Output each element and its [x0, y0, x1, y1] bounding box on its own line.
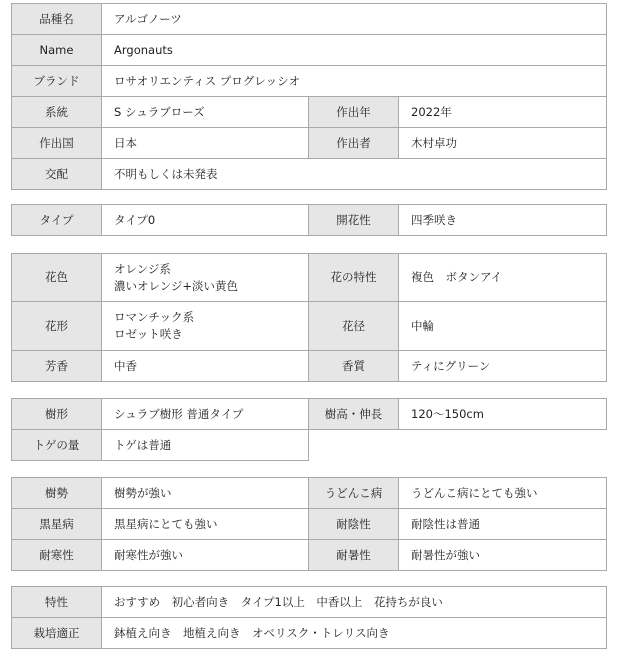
brand-label: ブランド — [12, 66, 102, 97]
cross-value: 不明もしくは未発表 — [102, 159, 607, 190]
flower-color-line-1: オレンジ系 — [114, 261, 171, 276]
scent-value: ティにグリーン — [399, 351, 607, 382]
bloom-label: 開花性 — [309, 205, 399, 236]
cross-label: 交配 — [12, 159, 102, 190]
mildew-value: うどんこ病にとても強い — [399, 478, 607, 509]
variety-name-label: 品種名 — [12, 4, 102, 35]
vigor-label: 樹勢 — [12, 478, 102, 509]
table-row — [12, 159, 607, 190]
heat-tolerance-value: 耐暑性が強い — [399, 540, 607, 571]
mildew-label: うどんこ病 — [309, 478, 399, 509]
year-label: 作出年 — [309, 97, 399, 128]
breeder-value: 木村卓功 — [399, 128, 607, 159]
tree-shape-label: 樹形 — [12, 399, 102, 430]
name-label: Name — [12, 35, 102, 66]
table-row — [12, 205, 607, 236]
table-row — [12, 35, 607, 66]
table-row — [12, 587, 607, 618]
cold-tolerance-value: 耐寒性が強い — [102, 540, 309, 571]
lineage-value: S シュラブローズ — [102, 97, 309, 128]
table-row — [12, 254, 607, 302]
flower-trait-label: 花の特性 — [309, 254, 399, 302]
flower-color-value — [102, 254, 309, 302]
blackspot-value: 黒星病にとても強い — [102, 509, 309, 540]
shade-tolerance-value: 耐陰性は普通 — [399, 509, 607, 540]
scent-label: 香質 — [309, 351, 399, 382]
flower-trait-value: 複色 ボタンアイ — [399, 254, 607, 302]
features-table — [11, 586, 607, 649]
table-row — [12, 430, 607, 461]
flower-form-line-2: ロゼット咲き — [114, 327, 183, 341]
heat-tolerance-label: 耐暑性 — [309, 540, 399, 571]
type-value: タイプ0 — [102, 205, 309, 236]
features-label: 特性 — [12, 587, 102, 618]
table-row — [12, 128, 607, 159]
table-row — [12, 399, 607, 430]
flower-size-value: 中輪 — [399, 302, 607, 351]
flower-form-value — [102, 302, 309, 351]
variety-name-value: アルゴノーツ — [102, 4, 607, 35]
tree-height-value: 120〜150cm — [399, 399, 607, 430]
brand-value: ロサオリエンティス プログレッシオ — [102, 66, 607, 97]
table-row — [12, 618, 607, 649]
fragrance-value: 中香 — [102, 351, 309, 382]
cultivation-value: 鉢植え向き 地植え向き オベリスク・トレリス向き — [102, 618, 607, 649]
name-value: Argonauts — [102, 35, 607, 66]
type-label: タイプ — [12, 205, 102, 236]
flower-color-line-2: 濃いオレンジ+淡い黄色 — [114, 278, 239, 293]
flower-form-line-1: ロマンチック系 — [114, 310, 195, 324]
flower-form-label: 花形 — [12, 302, 102, 351]
year-value: 2022年 — [399, 97, 607, 128]
blackspot-label: 黒星病 — [12, 509, 102, 540]
fragrance-label: 芳香 — [12, 351, 102, 382]
table-row — [12, 4, 607, 35]
vigor-value: 樹勢が強い — [102, 478, 309, 509]
country-label: 作出国 — [12, 128, 102, 159]
thorn-label: トゲの量 — [12, 430, 102, 461]
table-row — [12, 540, 607, 571]
thorn-value: トゲは普通 — [102, 430, 309, 461]
tree-shape-value: シュラブ樹形 普通タイプ — [102, 399, 309, 430]
plant-table — [11, 398, 607, 461]
breeder-label: 作出者 — [309, 128, 399, 159]
table-row — [12, 351, 607, 382]
flower-table — [11, 253, 607, 382]
resistance-table — [11, 477, 607, 571]
table-row — [12, 97, 607, 128]
flower-size-label: 花径 — [309, 302, 399, 351]
cold-tolerance-label: 耐寒性 — [12, 540, 102, 571]
table-row — [12, 302, 607, 351]
shade-tolerance-label: 耐陰性 — [309, 509, 399, 540]
tree-height-label: 樹高・伸長 — [309, 399, 399, 430]
bloom-value: 四季咲き — [399, 205, 607, 236]
table-row — [12, 66, 607, 97]
basic-info-table — [11, 3, 607, 190]
flower-color-label: 花色 — [12, 254, 102, 302]
table-row — [12, 509, 607, 540]
empty-cell — [309, 430, 607, 461]
features-value: おすすめ 初心者向き タイプ1以上 中香以上 花持ちが良い — [102, 587, 607, 618]
type-table — [11, 204, 607, 236]
lineage-label: 系統 — [12, 97, 102, 128]
country-value: 日本 — [102, 128, 309, 159]
table-row — [12, 478, 607, 509]
cultivation-label: 栽培適正 — [12, 618, 102, 649]
